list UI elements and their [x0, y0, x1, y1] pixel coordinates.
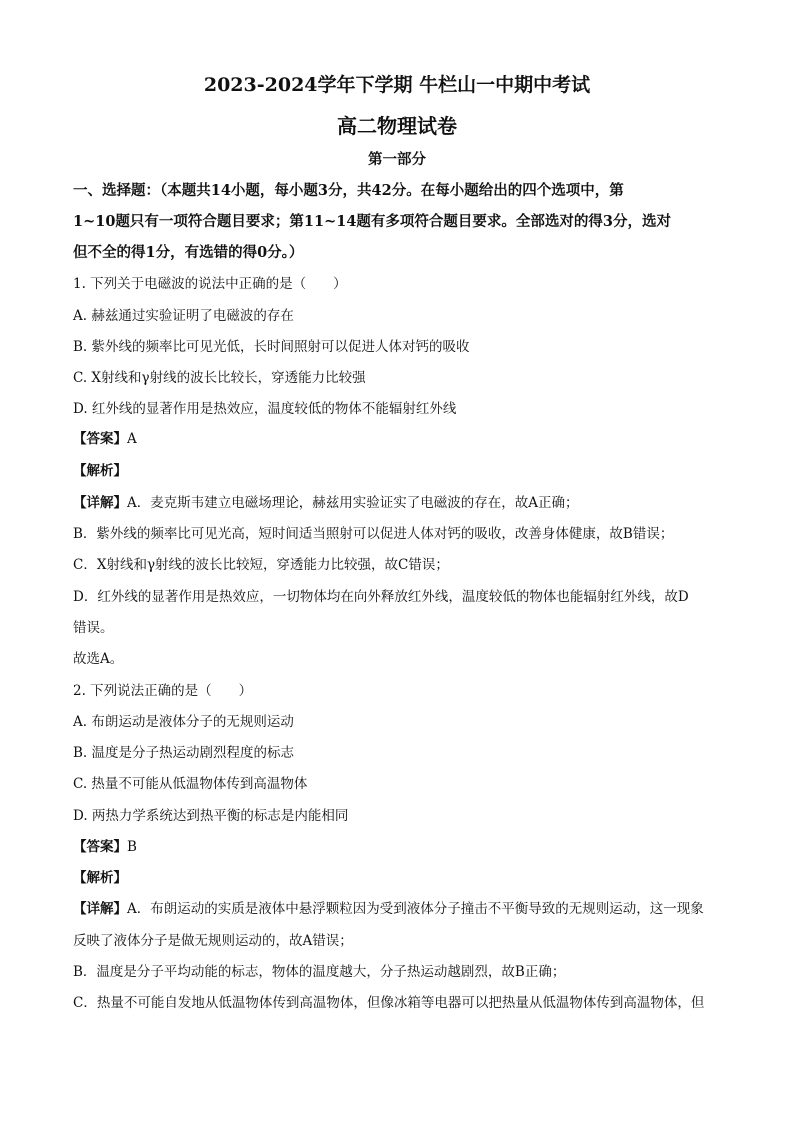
section-instruction-line: 但不全的得1分，有选错的得0分。）	[73, 244, 304, 261]
answer-value: A	[127, 431, 137, 447]
question-2-option-d: D. 两热力学系统达到热平衡的标志是内能相同	[73, 808, 349, 824]
question-2-option-a: A. 布朗运动是液体分子的无规则运动	[73, 714, 294, 730]
question-1-detail-line: B．紫外线的频率比可见光高，短时间适当照射可以促进人体对钙的吸收，改善身体健康，故B错误；	[73, 526, 674, 542]
answer-label: 【答案】	[73, 839, 127, 855]
question-2-detail-line: B．温度是分子平均动能的标志，物体的温度越大，分子热运动越剧烈，故B正确；	[73, 964, 566, 980]
detail-text: A．布朗运动的实质是液体中悬浮颗粒因为受到液体分子撞击不平衡导致的无规则运动，这一现象	[127, 901, 704, 917]
answer-label: 【答案】	[73, 431, 127, 447]
exam-subtitle: 高二物理试卷	[337, 114, 457, 138]
question-2-detail-line: C．热量不可能自发地从低温物体传到高温物体，但像冰箱等电器可以把热量从低温物体传到高温物体，但	[73, 995, 705, 1011]
question-1-option-a: A. 赫兹通过实验证明了电磁波的存在	[73, 308, 294, 324]
question-1-answer	[73, 429, 137, 449]
question-2-detail-line: 反映了液体分子是做无规则运动的，故A错误；	[73, 933, 353, 949]
question-1-option-b: B. 紫外线的频率比可见光低，长时间照射可以促进人体对钙的吸收	[73, 339, 470, 355]
question-2-stem: 2. 下列说法正确的是（ ）	[73, 683, 253, 699]
exam-title: 2023-2024学年下学期 牛栏山一中期中考试	[203, 74, 591, 96]
question-1-stem: 1. 下列关于电磁波的说法中正确的是（ ）	[73, 276, 347, 292]
section-instruction-line: 1~10题只有一项符合题目要求；第11~14题有多项符合题目要求。全部选对的得3分，选对	[73, 213, 672, 230]
detail-text: A．麦克斯韦建立电磁场理论，赫兹用实验证实了电磁波的存在，故A正确；	[127, 495, 579, 511]
section-instruction-line: 一、选择题：（本题共14小题，每小题3分，共42分。在每小题给出的四个选项中，第	[73, 182, 624, 199]
question-1-option-c: C. X射线和γ射线的波长比较长，穿透能力比较强	[73, 370, 366, 386]
question-1-analysis-label: 【解析】	[73, 463, 127, 479]
question-2-detail-line	[73, 899, 704, 919]
question-1-detail-line: 错误。	[73, 620, 114, 636]
detail-label: 【详解】	[73, 901, 127, 917]
question-1-conclusion: 故选A。	[73, 651, 124, 667]
answer-value: B	[127, 839, 137, 855]
detail-label: 【详解】	[73, 495, 127, 511]
question-2-answer	[73, 837, 137, 857]
question-1-detail-line: C．X射线和γ射线的波长比较短，穿透能力比较强，故C错误；	[73, 557, 449, 573]
part-heading: 第一部分	[368, 151, 426, 168]
question-2-option-c: C. 热量不可能从低温物体传到高温物体	[73, 776, 308, 792]
question-1-option-d: D. 红外线的显著作用是热效应，温度较低的物体不能辐射红外线	[73, 401, 457, 417]
question-1-detail-line: D．红外线的显著作用是热效应，一切物体均在向外释放红外线，温度较低的物体也能辐射红外线，故D	[73, 589, 689, 605]
question-2-option-b: B. 温度是分子热运动剧烈程度的标志	[73, 745, 295, 761]
question-1-detail-line	[73, 493, 579, 513]
question-2-analysis-label: 【解析】	[73, 870, 127, 886]
